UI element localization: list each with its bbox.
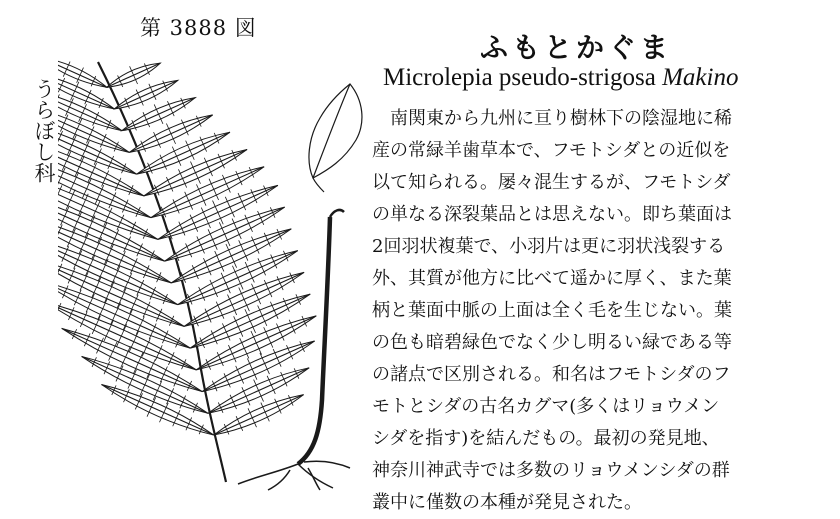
description-line: 南関東から九州に亘り樹林下の陰湿地に稀	[390, 108, 732, 129]
description-line: の色も暗碧緑色でなく少し明るい緑である等	[372, 332, 732, 353]
scientific-name	[383, 64, 738, 92]
description-line: 柄と葉面中脈の上面は全く毛を生じない。葉	[372, 300, 732, 321]
description-line: モトとシダの古名カグマ(多くはリョウメン	[372, 396, 720, 417]
description-line: の単なる深裂葉品とは思えない。即ち葉面は	[372, 204, 732, 225]
japanese-name: ふもとかぐま	[480, 31, 673, 64]
fern-illustration	[58, 52, 368, 492]
description-line: の諸点で区別される。和名はフモトシダのフ	[372, 364, 731, 385]
pinna-midrib	[107, 63, 161, 87]
figure-number: 第 3888 図	[140, 16, 257, 40]
description-line: シダを指す)を結んだもの。最初の発見地、	[372, 428, 720, 449]
description-line: 以て知られる。屡々混生するが、フモトシダ	[372, 172, 731, 193]
scientific-name-author: Makino	[662, 64, 739, 91]
description-line: 叢中に僅数の本種が発見された。	[372, 492, 642, 513]
description-line: 産の常緑羊歯草本で、フモトシダとの近似を	[372, 140, 731, 161]
description	[372, 103, 822, 519]
family-label: うらぼし科	[32, 78, 56, 183]
description-line: 神奈川神武寺では多数のリョウメンシダの群	[372, 460, 730, 481]
description-line: 2回羽状複葉で、小羽片は更に羽状浅裂する	[372, 236, 726, 257]
pinnule-detail	[309, 84, 362, 192]
scientific-name-binomial: Microlepia pseudo-strigosa	[383, 64, 656, 91]
description-line: 外、其質が他方に比べて遥かに厚く、また葉	[372, 268, 732, 289]
pinna-midrib	[208, 368, 309, 414]
pinna-midrib	[144, 149, 247, 195]
